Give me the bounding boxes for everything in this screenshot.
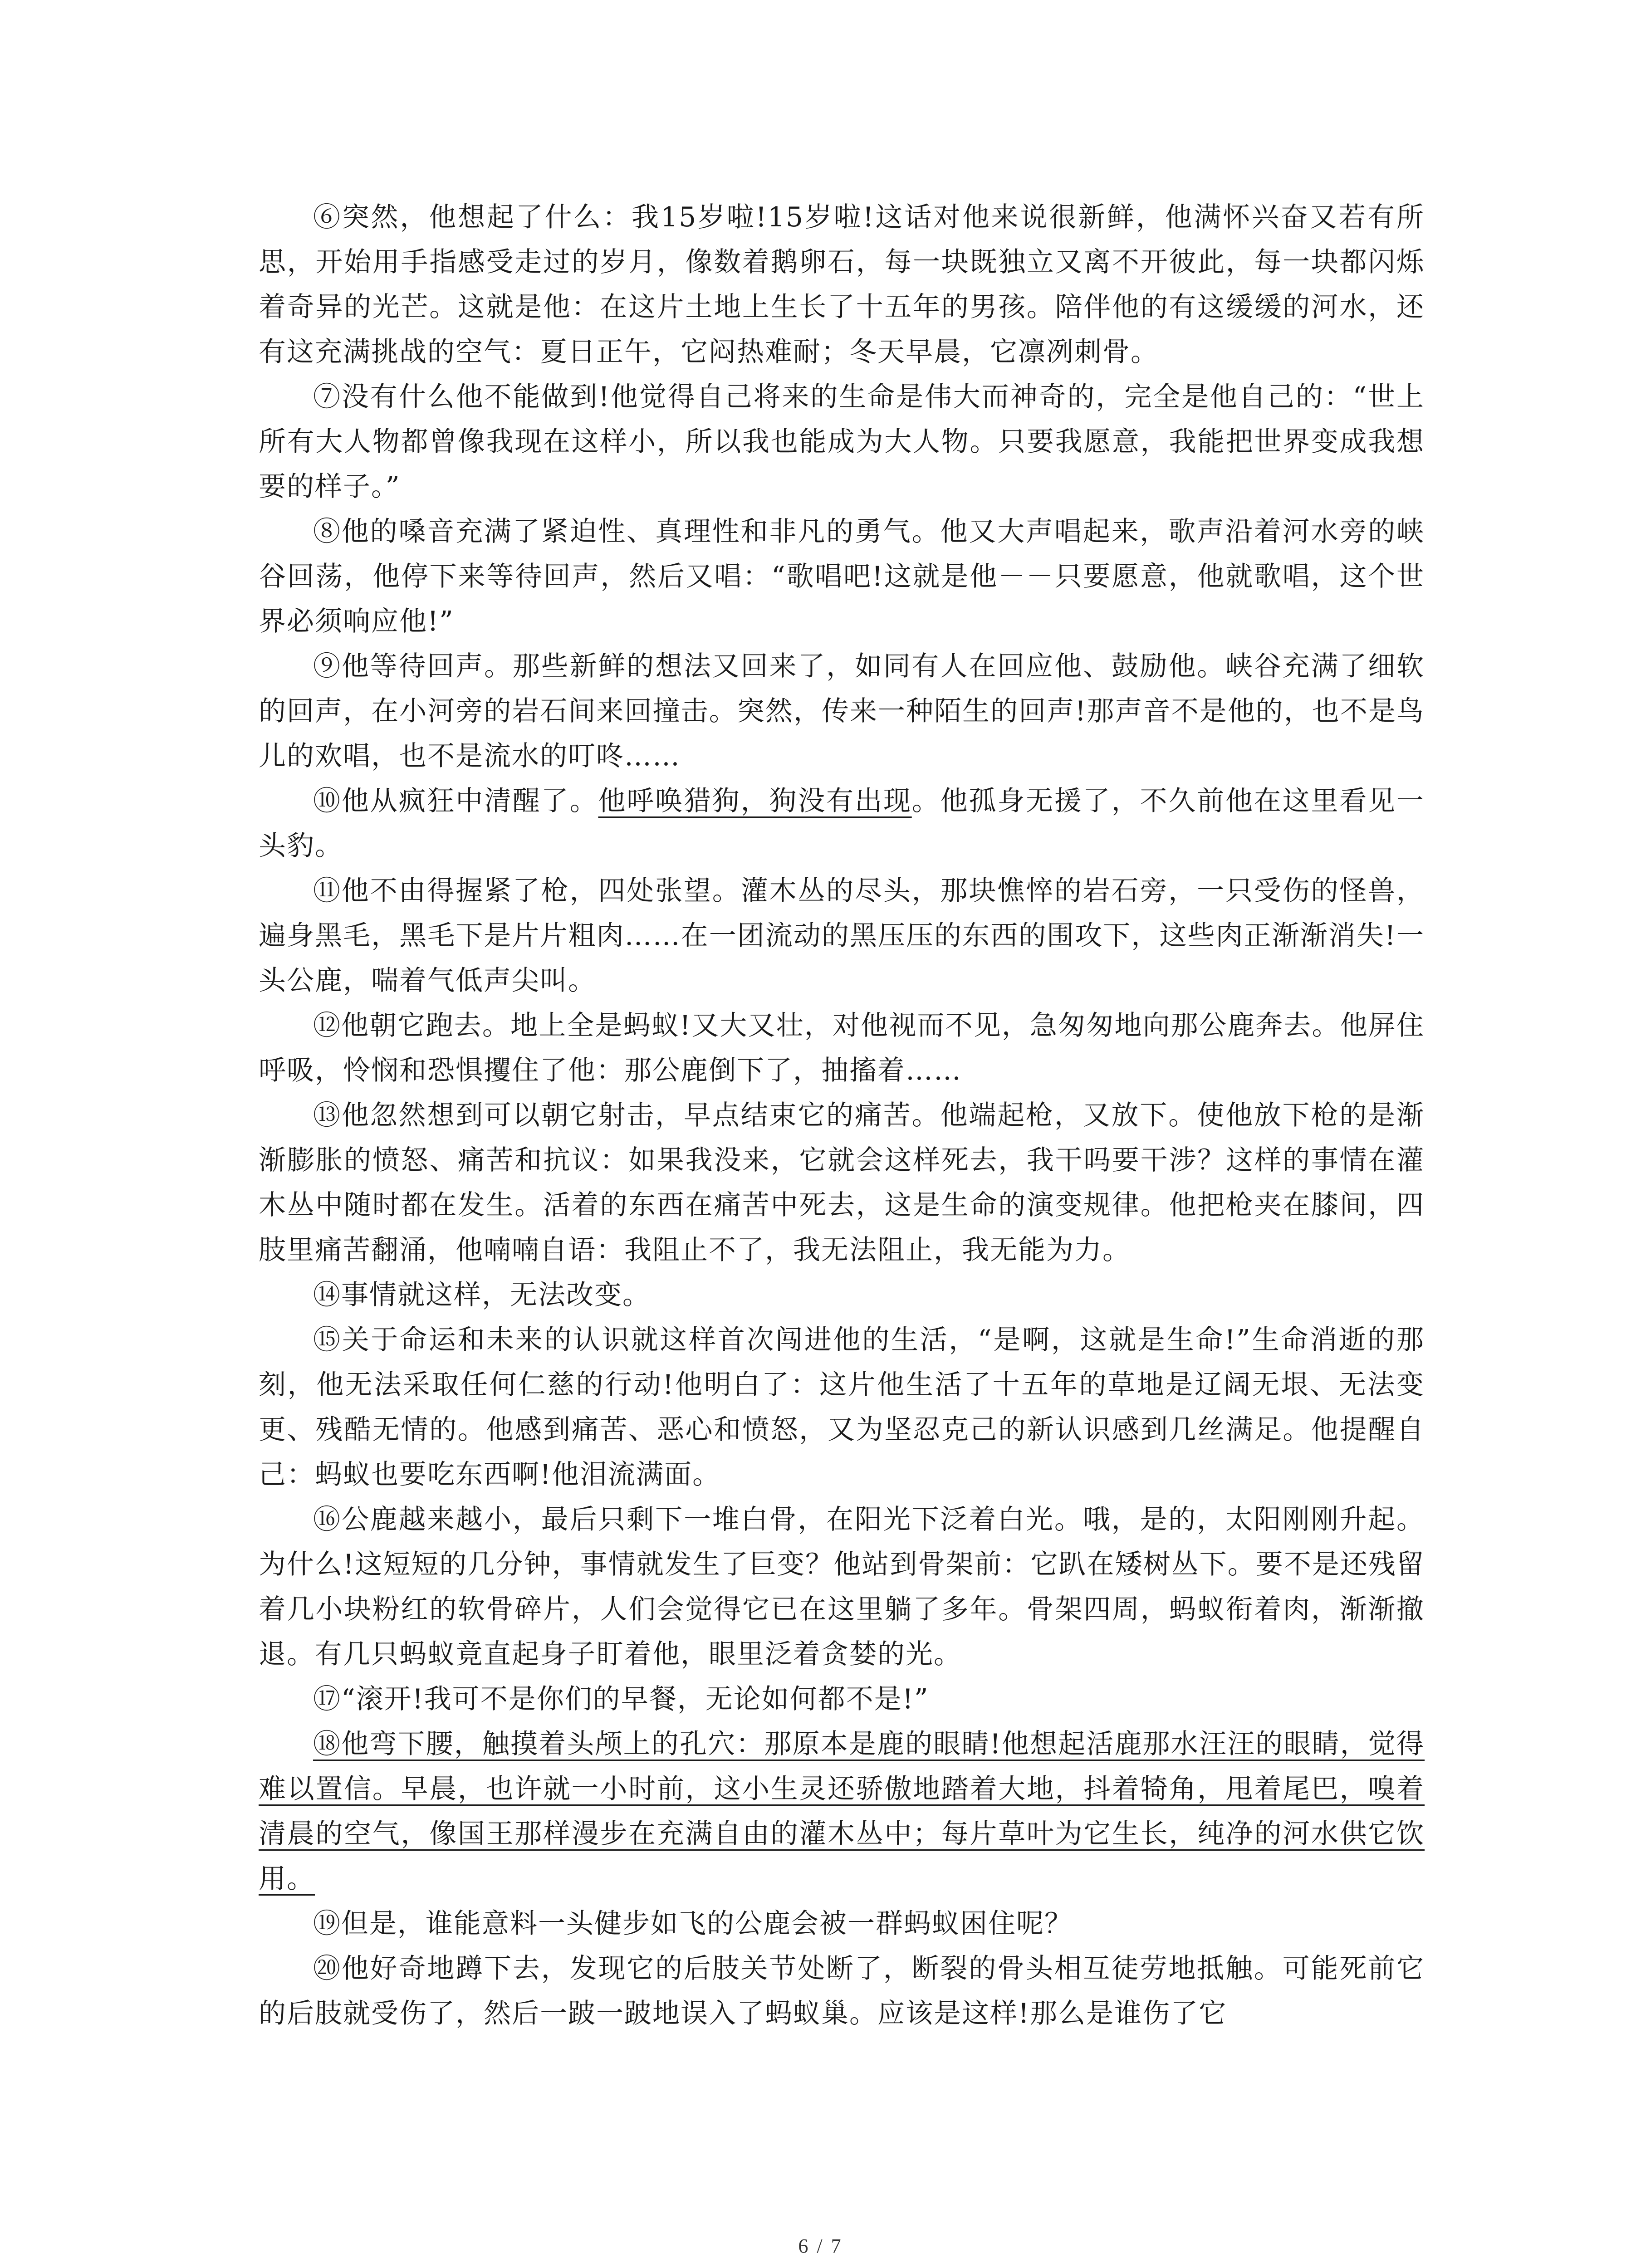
paragraph-text: 他不由得握紧了枪，四处张望。灌木丛的尽头，那块憔悴的岩石旁，一只受伤的怪兽，遍身黑毛，黑毛下是片片粗肉……在一团流动的黑压压的东西的围攻下，这些肉正渐渐消失!一头公鹿，喘着气低声尖叫。	[259, 875, 1425, 997]
paragraph-7	[259, 375, 1425, 509]
paragraph-number: ⑬	[313, 1100, 342, 1131]
paragraph-number: ⑫	[313, 1010, 342, 1041]
paragraph-text: 事情就这样，无法改变。	[341, 1279, 651, 1311]
paragraph-18	[259, 1722, 1425, 1901]
paragraph-text-continued: 。他孤身无援了，不久前他在这里看见一头豹。	[259, 785, 1425, 862]
paragraph-17	[259, 1677, 1425, 1722]
paragraph-6	[259, 195, 1425, 375]
paragraph-number: ⑲	[313, 1908, 341, 1940]
paragraph-text: 他朝它跑去。地上全是蚂蚁!又大又壮，对他视而不见，急匆匆地向那公鹿奔去。他屏住呼吸，怜悯和恐惧攫住了他：那公鹿倒下了，抽搐着……	[259, 1010, 1425, 1086]
paragraph-11	[259, 869, 1425, 1003]
paragraph-20	[259, 1946, 1425, 2036]
paragraph-number: ⑥	[313, 201, 342, 233]
paragraph-number: ⑰	[313, 1683, 341, 1715]
paragraph-text: 关于命运和未来的认识就这样首次闯进他的生活，“是啊，这就是生命!”生命消逝的那刻，他无法采取任何仁慈的行动!他明白了：这片他生活了十五年的草地是辽阔无垠、无法变更、残酷无情的。他感到痛苦、恶心和愤怒，又为坚忍克己的新认识感到几丝满足。他提醒自己：蚂蚁也要吃东西啊!他泪流满面。	[259, 1324, 1425, 1491]
paragraph-text: “滚开!我可不是你们的早餐，无论如何都不是!”	[341, 1683, 929, 1715]
paragraph-text: 公鹿越来越小，最后只剩下一堆白骨，在阳光下泛着白光。哦，是的，太阳刚刚升起。为什么!这短短的几分钟，事情就发生了巨变？他站到骨架前：它趴在矮树丛下。要不是还残留着几小块粉红的软骨碎片，人们会觉得它已在这里躺了多年。骨架四周，蚂蚁衔着肉，渐渐撤退。有几只蚂蚁竟直起身子盯着他，眼里泛着贪婪的光。	[259, 1504, 1425, 1670]
underlined-paragraph: ⑱他弯下腰，触摸着头颅上的孔穴：那原本是鹿的眼睛!他想起活鹿那水汪汪的眼睛，觉得难以置信。早晨，也许就一小时前，这小生灵还骄傲地踏着大地，抖着犄角，甩着尾巴，嗅着清晨的空气，像国王那样漫步在充满自由的灌木丛中；每片草叶为它生长，纯净的河水供它饮用。	[259, 1728, 1425, 1895]
paragraph-number: ⑪	[313, 875, 342, 907]
paragraph-number: ⑦	[313, 381, 342, 413]
paragraph-16	[259, 1497, 1425, 1677]
paragraph-19	[259, 1901, 1425, 1946]
paragraph-12	[259, 1003, 1425, 1093]
paragraph-text: 他等待回声。那些新鲜的想法又回来了，如同有人在回应他、鼓励他。峡谷充满了细软的回声，在小河旁的岩石间来回撞击。突然，传来一种陌生的回声!那声音不是他的，也不是鸟儿的欢唱，也不是流水的叮咚……	[259, 650, 1425, 772]
paragraph-text: 突然，他想起了什么：我15岁啦!15岁啦!这话对他来说很新鲜，他满怀兴奋又若有所思，开始用手指感受走过的岁月，像数着鹅卵石，每一块既独立又离不开彼此，每一块都闪烁着奇异的光芒。这就是他：在这片土地上生长了十五年的男孩。陪伴他的有这缓缓的河水，还有这充满挑战的空气：夏日正午，它闷热难耐；冬天早晨，它凛冽刺骨。	[259, 201, 1425, 368]
paragraph-text: 他好奇地蹲下去，发现它的后肢关节处断了，断裂的骨头相互徒劳地抵触。可能死前它的后肢就受伤了，然后一跛一跛地误入了蚂蚁巢。应该是这样!那么是谁伤了它	[259, 1953, 1425, 2029]
story-text	[259, 195, 1425, 2036]
paragraph-10	[259, 779, 1425, 869]
paragraph-number: ⑧	[313, 516, 342, 547]
paragraph-14	[259, 1273, 1425, 1318]
paragraph-number: ⑮	[313, 1324, 342, 1356]
paragraph-number: ⑭	[313, 1279, 341, 1311]
paragraph-number: ⑩	[313, 785, 342, 817]
paragraph-number: ⑳	[313, 1953, 342, 1984]
paragraph-8	[259, 509, 1425, 644]
paragraph-text: 没有什么他不能做到!他觉得自己将来的生命是伟大而神奇的，完全是他自己的：“世上所有大人物都曾像我现在这样小，所以我也能成为大人物。只要我愿意，我能把世界变成我想要的样子。”	[259, 381, 1425, 503]
paragraph-number: ⑨	[313, 650, 342, 682]
paragraph-text: 他从疯狂中清醒了。	[341, 785, 598, 817]
page-number: 6 / 7	[798, 2235, 843, 2257]
underlined-sentence: 他呼唤猎狗，狗没有出现	[598, 785, 912, 817]
paragraph-13	[259, 1093, 1425, 1273]
paragraph-text: 但是，谁能意料一头健步如飞的公鹿会被一群蚂蚁困住呢？	[341, 1908, 1073, 1940]
paragraph-15	[259, 1318, 1425, 1497]
paragraph-text: 他的嗓音充满了紧迫性、真理性和非凡的勇气。他又大声唱起来，歌声沿着河水旁的峡谷回荡，他停下来等待回声，然后又唱：“歌唱吧!这就是他－－只要愿意，他就歌唱，这个世界必须响应他!”	[259, 516, 1425, 637]
paragraph-text: 他忽然想到可以朝它射击，早点结束它的痛苦。他端起枪，又放下。使他放下枪的是渐渐膨胀的愤怒、痛苦和抗议：如果我没来，它就会这样死去，我干吗要干涉？这样的事情在灌木丛中随时都在发生。活着的东西在痛苦中死去，这是生命的演变规律。他把枪夹在膝间，四肢里痛苦翻涌，他喃喃自语：我阻止不了，我无法阻止，我无能为力。	[259, 1100, 1425, 1266]
paragraph-number: ⑯	[313, 1504, 342, 1535]
paragraph-9	[259, 644, 1425, 779]
